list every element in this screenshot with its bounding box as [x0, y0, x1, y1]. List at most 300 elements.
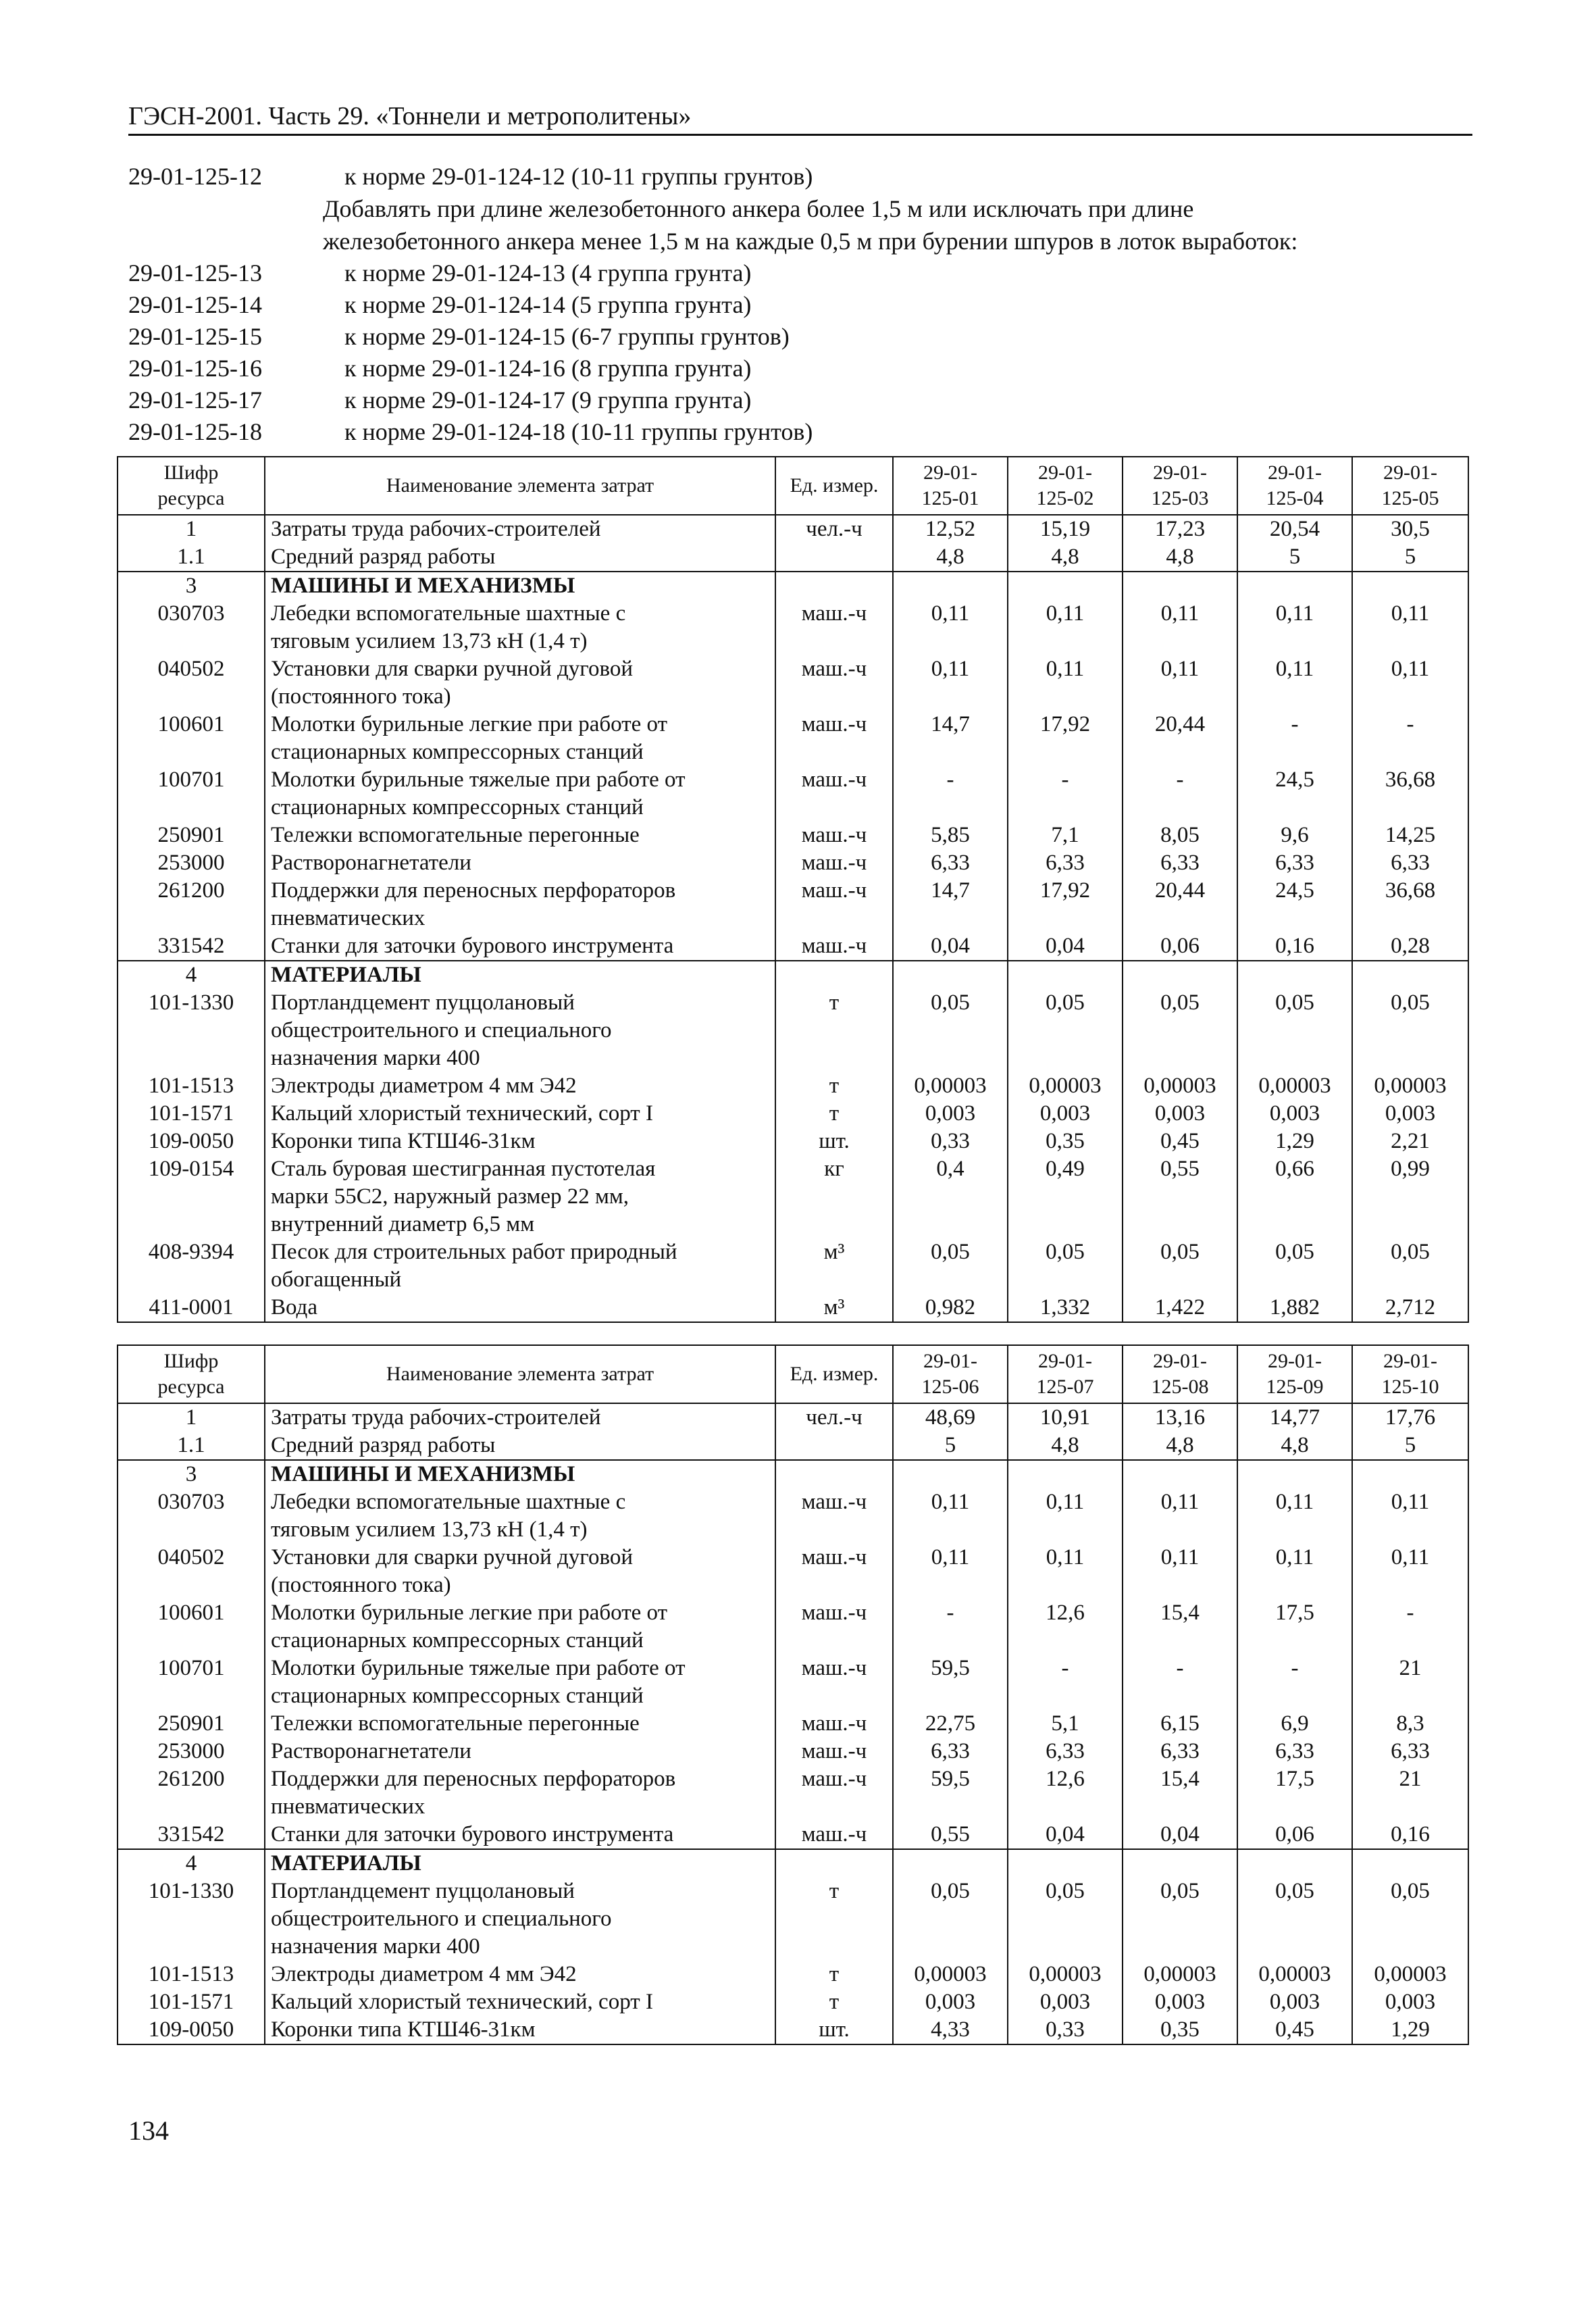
norm-value: 15,4 [1123, 1599, 1237, 1655]
resource-code: 261200 [118, 877, 265, 932]
norm-value: 5 [1352, 1432, 1468, 1460]
norm-value [1352, 1460, 1468, 1488]
norm-value [1008, 961, 1123, 989]
ref-row [128, 384, 1479, 416]
norm-value: 0,00003 [1352, 1072, 1468, 1100]
norm-value [1123, 1849, 1237, 1878]
resource-code: 030703 [118, 600, 265, 655]
header-norm-line: 29-01- [923, 1350, 977, 1372]
norm-value: - [1237, 711, 1352, 766]
cost-element-name [265, 1100, 775, 1128]
header-norm-code [1237, 457, 1352, 515]
norm-value: 0,11 [1123, 1488, 1237, 1544]
table-row [118, 1432, 1468, 1460]
header-norm-line: 29-01- [1268, 1350, 1322, 1372]
norm-value: 0,00003 [1123, 1072, 1237, 1100]
norm-value: 0,05 [1237, 989, 1352, 1072]
table-row [118, 1765, 1468, 1821]
norm-value: 0,06 [1123, 932, 1237, 961]
norm-value [1008, 1849, 1123, 1878]
resource-code: 1 [118, 1403, 265, 1432]
ref-note-line: Добавлять при длине железобетонного анкера более 1,5 м или исключать при длине [323, 195, 1194, 222]
norm-value: 59,5 [893, 1765, 1008, 1821]
norm-value: 0,66 [1237, 1155, 1352, 1238]
norm-value: 0,003 [893, 1988, 1008, 2016]
resource-code: 253000 [118, 1738, 265, 1765]
norm-value: 5 [1352, 543, 1468, 572]
norm-value: 4,8 [1008, 543, 1123, 572]
norm-value: 10,91 [1008, 1403, 1123, 1432]
ref-row [128, 257, 1479, 289]
table-row [118, 932, 1468, 961]
unit-of-measure: т [775, 1961, 893, 1988]
norm-value: 0,003 [1237, 1100, 1352, 1128]
norm-value: 0,04 [1008, 932, 1123, 961]
table-row [118, 1128, 1468, 1155]
norm-value: 30,5 [1352, 515, 1468, 543]
resource-code: 101-1571 [118, 1988, 265, 2016]
resource-code: 1 [118, 515, 265, 543]
norm-value: - [1352, 711, 1468, 766]
header-norm-line: 29-01- [1153, 461, 1207, 484]
norm-value: 24,5 [1237, 877, 1352, 932]
table-row [118, 1100, 1468, 1128]
norm-value: 6,33 [1352, 849, 1468, 877]
norm-value: 6,33 [1352, 1738, 1468, 1765]
unit-of-measure: маш.-ч [775, 1544, 893, 1599]
cost-element-name-line: Молотки бурильные легкие при работе от [271, 1601, 668, 1625]
norm-value [1008, 572, 1123, 600]
cost-element-name-line: Станки для заточки бурового инструмента [271, 934, 674, 958]
ref-code: 29-01-125-15 [128, 323, 262, 350]
norm-value [1008, 1460, 1123, 1488]
cost-element-name-line: Поддержки для переносных перфораторов [271, 878, 676, 903]
table-row [118, 1599, 1468, 1655]
header-code-line: ресурса [157, 1376, 225, 1398]
resource-code: 101-1571 [118, 1100, 265, 1128]
norm-value: 0,55 [893, 1821, 1008, 1849]
norm-value [1352, 572, 1468, 600]
cost-element-name-line: Песок для строительных работ природный [271, 1240, 677, 1264]
unit-of-measure: маш.-ч [775, 1821, 893, 1849]
norm-value [1237, 1849, 1352, 1878]
norm-value: 12,6 [1008, 1765, 1123, 1821]
cost-element-name [265, 1961, 775, 1988]
ref-text: к норме 29-01-124-13 (4 группа грунта) [344, 259, 752, 286]
unit-of-measure: маш.-ч [775, 822, 893, 849]
norm-value: 0,04 [1123, 1821, 1237, 1849]
norm-value: - [893, 766, 1008, 822]
ref-text: к норме 29-01-124-16 (8 группа грунта) [344, 355, 752, 382]
norm-value: 0,11 [1237, 1488, 1352, 1544]
cost-element-name [265, 711, 775, 766]
norm-value: 4,33 [893, 2016, 1008, 2044]
norm-value: - [1352, 1599, 1468, 1655]
norm-value: 17,92 [1008, 877, 1123, 932]
table-row [118, 1072, 1468, 1100]
cost-element-name-line: стационарных компрессорных станций [271, 1684, 644, 1708]
cost-element-name [265, 1238, 775, 1294]
norm-value: 0,003 [1123, 1988, 1237, 2016]
unit-of-measure: м³ [775, 1238, 893, 1294]
unit-of-measure: шт. [775, 1128, 893, 1155]
header-norm-code [1008, 457, 1123, 515]
resource-table-2 [117, 1344, 1469, 2045]
cost-element-name-line: Электроды диаметром 4 мм Э42 [271, 1074, 577, 1098]
norm-value: 0,00003 [893, 1072, 1008, 1100]
cost-element-name [265, 515, 775, 543]
cost-element-name-line: назначения марки 400 [271, 1934, 480, 1959]
resource-code: 100601 [118, 711, 265, 766]
norm-value: 4,8 [1237, 1432, 1352, 1460]
cost-element-name-line: Средний разряд работы [271, 545, 496, 569]
norm-value: 0,28 [1352, 932, 1468, 961]
norm-value: 4,8 [1123, 1432, 1237, 1460]
table-row [118, 1710, 1468, 1738]
unit-of-measure: т [775, 1878, 893, 1961]
norm-value: 4,8 [1008, 1432, 1123, 1460]
norm-value: 0,00003 [1123, 1961, 1237, 1988]
norm-value: 21 [1352, 1655, 1468, 1710]
norm-value: 0,11 [1123, 600, 1237, 655]
cost-element-name-line: назначения марки 400 [271, 1046, 480, 1070]
resource-code: 040502 [118, 1544, 265, 1599]
cost-element-name-line: пневматических [271, 1794, 426, 1819]
norm-value: 22,75 [893, 1710, 1008, 1738]
ref-note-line: железобетонного анкера менее 1,5 м на каждые 0,5 м при бурении шпуров в лоток выработок: [323, 228, 1298, 255]
header-norm-line: 125-01 [921, 487, 979, 509]
unit-of-measure: т [775, 989, 893, 1072]
table-row [118, 655, 1468, 711]
cost-element-name-line: Молотки бурильные тяжелые при работе от [271, 768, 686, 792]
norm-value: 0,003 [893, 1100, 1008, 1128]
norm-value: - [1123, 1655, 1237, 1710]
header-norm-line: 125-05 [1381, 487, 1439, 509]
norm-value: 0,11 [893, 600, 1008, 655]
cost-element-name [265, 1738, 775, 1765]
cost-element-name-line: Коронки типа КТШ46-31км [271, 2017, 536, 2042]
cost-element-name-line: (постоянного тока) [271, 1573, 451, 1597]
cost-element-name-line: Вода [271, 1295, 317, 1319]
cost-element-name [265, 1988, 775, 2016]
cost-element-name [265, 1294, 775, 1322]
resource-code: 109-0154 [118, 1155, 265, 1238]
cost-element-name-line: Установки для сварки ручной дуговой [271, 1545, 634, 1569]
norm-value: 0,11 [1352, 600, 1468, 655]
norm-value: - [1237, 1655, 1352, 1710]
norm-value: 0,11 [1008, 655, 1123, 711]
norm-value: 1,29 [1352, 2016, 1468, 2044]
norm-value [1123, 1460, 1237, 1488]
table-row [118, 1403, 1468, 1432]
unit-of-measure: чел.-ч [775, 1403, 893, 1432]
norm-value: 0,00003 [1008, 1961, 1123, 1988]
header-norm-code [1008, 1345, 1123, 1403]
norm-value [893, 1460, 1008, 1488]
resource-code: 109-0050 [118, 1128, 265, 1155]
cost-element-name-line: пневматических [271, 906, 426, 930]
table-row [118, 600, 1468, 655]
cost-element-name [265, 1128, 775, 1155]
ref-code: 29-01-125-12 [128, 163, 262, 190]
cost-element-name-line: Кальций хлористый технический, сорт I [271, 1101, 653, 1126]
cost-element-name [265, 1821, 775, 1849]
norm-value: 0,11 [1123, 1544, 1237, 1599]
norm-value [1352, 1849, 1468, 1878]
unit-of-measure: маш.-ч [775, 1599, 893, 1655]
norm-value: 6,15 [1123, 1710, 1237, 1738]
header-norm-line: 29-01- [1038, 461, 1092, 484]
norm-value: 0,04 [893, 932, 1008, 961]
norm-value: 0,00003 [1237, 1961, 1352, 1988]
cost-element-name [265, 1599, 775, 1655]
resource-code: 100601 [118, 1599, 265, 1655]
header-norm-line: 29-01- [1038, 1350, 1092, 1372]
norm-value: 15,4 [1123, 1765, 1237, 1821]
resource-code: 408-9394 [118, 1238, 265, 1294]
resource-code: 101-1513 [118, 1072, 265, 1100]
ref-code: 29-01-125-18 [128, 418, 262, 445]
norm-value: 0,4 [893, 1155, 1008, 1238]
table-row [118, 849, 1468, 877]
norm-value: 6,33 [893, 849, 1008, 877]
table-row [118, 1238, 1468, 1294]
table-row [118, 1294, 1468, 1322]
norm-value: 24,5 [1237, 766, 1352, 822]
cost-element-name-line: Станки для заточки бурового инструмента [271, 1822, 674, 1846]
norm-value: 0,05 [1008, 1878, 1123, 1961]
unit-of-measure [775, 543, 893, 572]
resource-code: 250901 [118, 822, 265, 849]
table-row [118, 1821, 1468, 1849]
table-row [118, 961, 1468, 989]
table-row [118, 1655, 1468, 1710]
unit-of-measure [775, 1849, 893, 1878]
unit-of-measure: чел.-ч [775, 515, 893, 543]
norm-value: 0,11 [1237, 655, 1352, 711]
cost-element-name-line: Средний разряд работы [271, 1433, 496, 1457]
norm-value: 17,92 [1008, 711, 1123, 766]
ref-code: 29-01-125-17 [128, 386, 262, 413]
norm-value: 5,85 [893, 822, 1008, 849]
resource-code: 261200 [118, 1765, 265, 1821]
norm-value: 0,11 [1352, 1488, 1468, 1544]
table-row [118, 1488, 1468, 1544]
norm-value: 0,35 [1123, 2016, 1237, 2044]
norm-value: 0,99 [1352, 1155, 1468, 1238]
norm-value: 0,003 [1237, 1988, 1352, 2016]
norm-value: 0,05 [1123, 1878, 1237, 1961]
header-name: Наименование элемента затрат [265, 457, 775, 515]
cost-element-name-line: Портландцемент пуццолановый [271, 990, 575, 1015]
header-code-line: Шифр [163, 461, 219, 484]
norm-value: 0,11 [1237, 600, 1352, 655]
norm-value: 0,003 [1352, 1988, 1468, 2016]
norm-value: 6,33 [1008, 1738, 1123, 1765]
cost-element-name-line: МАТЕРИАЛЫ [271, 963, 421, 987]
table-row [118, 1738, 1468, 1765]
resource-code: 101-1513 [118, 1961, 265, 1988]
norm-value: 0,05 [1237, 1238, 1352, 1294]
cost-element-name-line: стационарных компрессорных станций [271, 1628, 644, 1653]
norm-value: 0,11 [1008, 1544, 1123, 1599]
norm-value: 0,11 [1352, 1544, 1468, 1599]
ref-code: 29-01-125-14 [128, 291, 262, 318]
norm-value: 0,33 [893, 1128, 1008, 1155]
norm-value [1123, 572, 1237, 600]
cost-element-name-line: Кальций хлористый технический, сорт I [271, 1990, 653, 2014]
norm-value: 0,003 [1352, 1100, 1468, 1128]
header-norm-line: 29-01- [1268, 461, 1322, 484]
cost-element-name-line: внутренний диаметр 6,5 мм [271, 1212, 535, 1236]
norm-value: 0,55 [1123, 1155, 1237, 1238]
norm-value: 0,003 [1008, 1988, 1123, 2016]
norm-value: 6,33 [1008, 849, 1123, 877]
table-row [118, 1961, 1468, 1988]
norm-value: 17,5 [1237, 1765, 1352, 1821]
ref-text: к норме 29-01-124-18 (10-11 группы грунтов) [344, 418, 813, 445]
cost-element-name-line: Растворонагнетатели [271, 851, 471, 875]
header-code [118, 1345, 265, 1403]
header-norm-code [1237, 1345, 1352, 1403]
cost-element-name [265, 1432, 775, 1460]
cost-element-name [265, 655, 775, 711]
cost-element-name-line: МАТЕРИАЛЫ [271, 1851, 421, 1876]
norm-value: 17,76 [1352, 1403, 1468, 1432]
norm-value: 48,69 [893, 1403, 1008, 1432]
cost-element-name-line: стационарных компрессорных станций [271, 795, 644, 820]
unit-of-measure: м³ [775, 1294, 893, 1322]
cost-element-name [265, 2016, 775, 2044]
cost-element-name [265, 1765, 775, 1821]
norm-value: 20,44 [1123, 877, 1237, 932]
norm-value [1237, 1460, 1352, 1488]
unit-of-measure: маш.-ч [775, 932, 893, 961]
norm-value: - [1008, 1655, 1123, 1710]
table-row [118, 572, 1468, 600]
table-row [118, 543, 1468, 572]
norm-value: 1,882 [1237, 1294, 1352, 1322]
ref-text: к норме 29-01-124-14 (5 группа грунта) [344, 291, 752, 318]
norm-value: 1,29 [1237, 1128, 1352, 1155]
header-norm-line: 125-04 [1266, 487, 1324, 509]
cost-element-name [265, 1072, 775, 1100]
cost-element-name [265, 1710, 775, 1738]
norm-value: 0,45 [1237, 2016, 1352, 2044]
norm-value: 36,68 [1352, 877, 1468, 932]
header-name: Наименование элемента затрат [265, 1345, 775, 1403]
norm-value: 12,52 [893, 515, 1008, 543]
header-norm-line: 29-01- [923, 461, 977, 484]
resource-code: 3 [118, 572, 265, 600]
unit-of-measure: маш.-ч [775, 1738, 893, 1765]
norm-value: 6,9 [1237, 1710, 1352, 1738]
cost-element-name-line: Портландцемент пуццолановый [271, 1879, 575, 1903]
norm-value: 8,05 [1123, 822, 1237, 849]
norm-value: 0,05 [893, 989, 1008, 1072]
cost-element-name [265, 961, 775, 989]
table-row [118, 822, 1468, 849]
cost-element-name [265, 877, 775, 932]
norm-value: 6,33 [1123, 1738, 1237, 1765]
norm-value: 0,05 [1352, 1878, 1468, 1961]
norm-value: 0,06 [1237, 1821, 1352, 1849]
cost-element-name-line: Молотки бурильные тяжелые при работе от [271, 1656, 686, 1680]
header-norm-line: 125-10 [1381, 1376, 1439, 1398]
cost-element-name-line: стационарных компрессорных станций [271, 740, 644, 764]
unit-of-measure [775, 961, 893, 989]
norm-value: 0,11 [1008, 600, 1123, 655]
norm-value: 5,1 [1008, 1710, 1123, 1738]
norm-value: 9,6 [1237, 822, 1352, 849]
unit-of-measure: шт. [775, 2016, 893, 2044]
resource-code: 250901 [118, 1710, 265, 1738]
norm-references [128, 161, 1479, 448]
cost-element-name-line: Молотки бурильные легкие при работе от [271, 712, 668, 736]
resource-code: 100701 [118, 1655, 265, 1710]
header-norm-line: 29-01- [1383, 461, 1437, 484]
norm-value: 2,21 [1352, 1128, 1468, 1155]
norm-value: 0,11 [893, 655, 1008, 711]
cost-element-name-line: тяговым усилием 13,73 кН (1,4 т) [271, 1517, 588, 1542]
cost-element-name-line: (постоянного тока) [271, 684, 451, 709]
norm-value: 0,11 [1352, 655, 1468, 711]
header-norm-line: 29-01- [1153, 1350, 1207, 1372]
norm-value: 0,00003 [893, 1961, 1008, 1988]
header-unit: Ед. измер. [775, 1345, 893, 1403]
norm-value [1237, 572, 1352, 600]
page-header: ГЭСН-2001. Часть 29. «Тоннели и метрополитены» [128, 101, 1472, 136]
cost-element-name [265, 849, 775, 877]
ref-text: к норме 29-01-124-15 (6-7 группы грунтов) [344, 323, 790, 350]
norm-value: 0,05 [1008, 1238, 1123, 1294]
norm-value: 14,7 [893, 711, 1008, 766]
ref-code: 29-01-125-16 [128, 355, 262, 382]
table-row [118, 766, 1468, 822]
norm-value: 0,05 [1123, 989, 1237, 1072]
header-norm-line: 125-07 [1036, 1376, 1094, 1398]
norm-value: 4,8 [1123, 543, 1237, 572]
cost-element-name [265, 932, 775, 961]
header-norm-line: 125-02 [1036, 487, 1094, 509]
norm-value: 0,45 [1123, 1128, 1237, 1155]
unit-of-measure: маш.-ч [775, 1710, 893, 1738]
header-norm-line: 125-03 [1151, 487, 1209, 509]
table-row [118, 1155, 1468, 1238]
resource-code: 3 [118, 1460, 265, 1488]
norm-value: 6,33 [1237, 1738, 1352, 1765]
unit-of-measure: маш.-ч [775, 849, 893, 877]
ref-row [128, 161, 1479, 193]
norm-value: 12,6 [1008, 1599, 1123, 1655]
unit-of-measure: маш.-ч [775, 711, 893, 766]
resource-code: 100701 [118, 766, 265, 822]
cost-element-name [265, 1488, 775, 1544]
header-norm-line: 125-06 [921, 1376, 979, 1398]
norm-value: 20,54 [1237, 515, 1352, 543]
header-code [118, 457, 265, 515]
header-code-line: ресурса [157, 487, 225, 509]
table-row [118, 1544, 1468, 1599]
norm-value: 0,49 [1008, 1155, 1123, 1238]
header-norm-code [1352, 457, 1468, 515]
norm-value [1352, 961, 1468, 989]
norm-value: 0,05 [1352, 1238, 1468, 1294]
cost-element-name [265, 1460, 775, 1488]
norm-value: 17,5 [1237, 1599, 1352, 1655]
table-row [118, 1460, 1468, 1488]
cost-element-name-line: МАШИНЫ И МЕХАНИЗМЫ [271, 574, 575, 598]
